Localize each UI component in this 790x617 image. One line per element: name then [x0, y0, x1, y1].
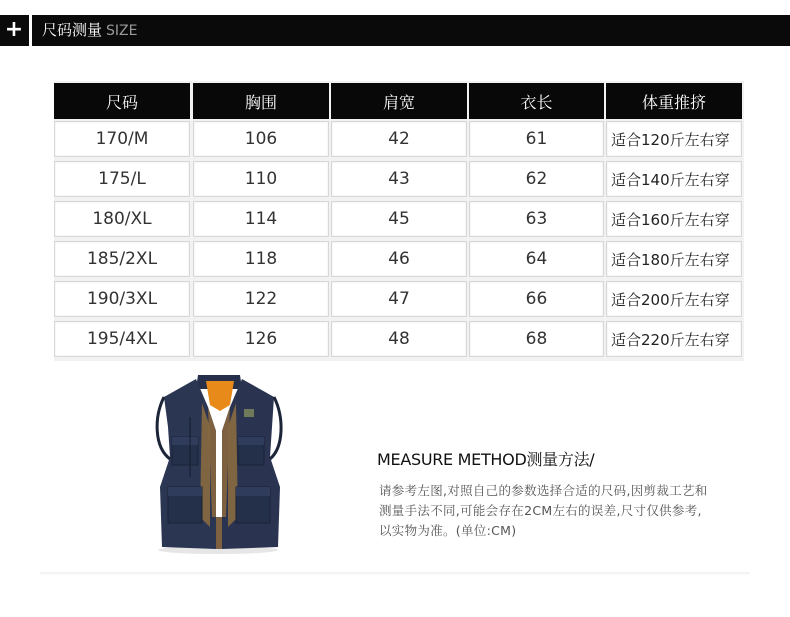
column-header: 体重推挤 [606, 83, 742, 119]
section-header [0, 15, 790, 46]
table-cell: 110 [193, 161, 329, 197]
table-cell: 45 [331, 201, 467, 237]
header-divider [29, 15, 32, 46]
table-cell: 适合140斤左右穿 [606, 161, 742, 197]
table-cell: 47 [331, 281, 467, 317]
table-cell: 63 [469, 201, 604, 237]
section-title [42, 15, 137, 47]
table-cell: 62 [469, 161, 604, 197]
table-cell: 64 [469, 241, 604, 277]
description-line: 测量手法不同,可能会存在2CM左右的误差,尺寸仅供参考, [379, 503, 702, 518]
table-cell: 48 [331, 321, 467, 357]
measure-method-title: MEASURE METHOD测量方法/ [377, 450, 595, 469]
plus-icon: + [4, 17, 24, 42]
table-cell: 适合220斤左右穿 [606, 321, 742, 357]
column-header: 胸围 [193, 83, 329, 119]
section-title-cn: 尺码测量 [42, 21, 103, 39]
table-cell: 68 [469, 321, 604, 357]
table-cell: 42 [331, 121, 467, 157]
table-cell: 43 [331, 161, 467, 197]
section-title-en: SIZE [106, 23, 138, 39]
table-cell: 170/M [54, 121, 190, 157]
column-header: 肩宽 [331, 83, 467, 119]
table-cell: 适合160斤左右穿 [606, 201, 742, 237]
table-cell: 118 [193, 241, 329, 277]
table-cell: 180/XL [54, 201, 190, 237]
table-cell: 175/L [54, 161, 190, 197]
navy-vest-image [150, 367, 290, 555]
column-header: 尺码 [54, 83, 190, 119]
table-cell: 126 [193, 321, 329, 357]
table-cell: 106 [193, 121, 329, 157]
description-line: 以实物为准。(单位:CM) [379, 523, 517, 538]
table-cell: 46 [331, 241, 467, 277]
table-cell: 适合180斤左右穿 [606, 241, 742, 277]
table-cell: 66 [469, 281, 604, 317]
table-cell: 185/2XL [54, 241, 190, 277]
vest-icon [150, 367, 290, 555]
table-cell: 适合200斤左右穿 [606, 281, 742, 317]
divider [40, 572, 750, 576]
table-cell: 114 [193, 201, 329, 237]
table-cell: 适合120斤左右穿 [606, 121, 742, 157]
table-cell: 195/4XL [54, 321, 190, 357]
table-cell: 61 [469, 121, 604, 157]
table-cell: 190/3XL [54, 281, 190, 317]
description-line: 请参考左图,对照自己的参数选择合适的尺码,因剪裁工艺和 [379, 483, 708, 498]
column-header: 衣长 [469, 83, 604, 119]
table-cell: 122 [193, 281, 329, 317]
size-table [54, 81, 744, 361]
measure-method-description [379, 481, 739, 541]
